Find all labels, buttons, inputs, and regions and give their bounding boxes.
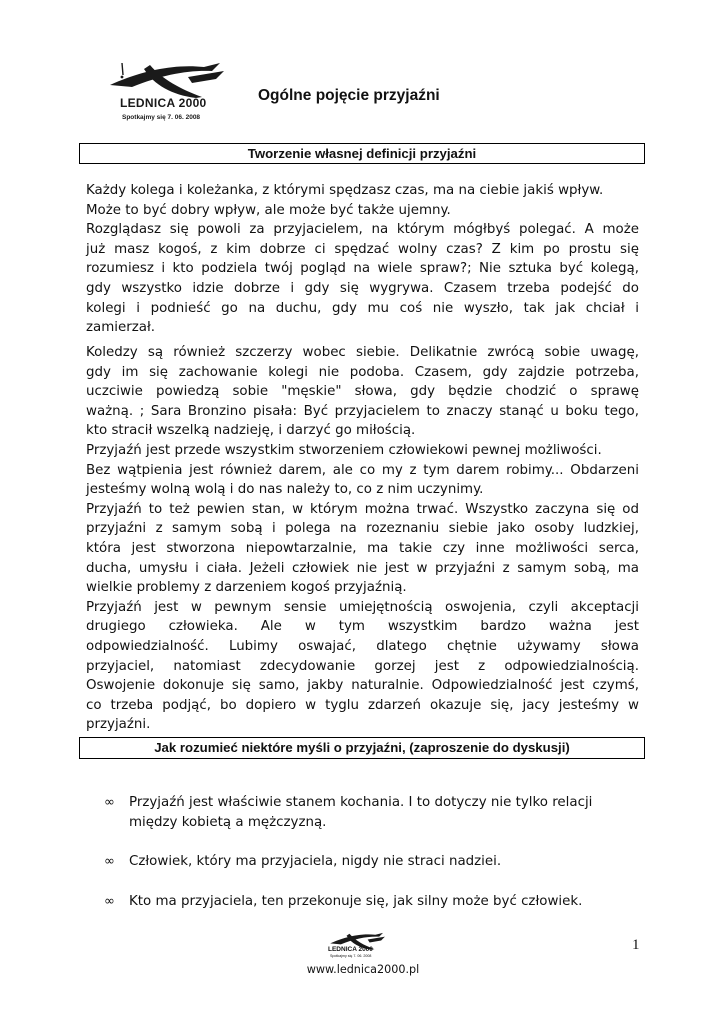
text-line: przyjaciel, natomiast zdecydowanie gorzej jest z odpowiedzialnością. [86,658,639,674]
text-line: Bez wątpienia jest również darem, ale co my z tym darem robimy... Obdarzeni [86,462,639,478]
text-line: rozumiesz i kto podziela twój pogląd na wiele spraw?; Nie sztuka być kolegą, [86,261,639,277]
infinity-bullet-icon: ∞ [104,854,115,870]
infinity-bullet-icon: ∞ [104,795,115,810]
bullet-item [104,793,644,832]
bullet-text: Przyjaźń jest właściwie stanem kochania. I to dotyczy nie tylko relacji [129,795,593,810]
section-heading-discussion: Jak rozumieć niektóre myśli o przyjaźni, (zaproszenie do dyskusji) [79,737,645,759]
text-line: wielkie problemy z darzeniem kogoś przyjaźnią. [86,580,407,596]
bullet-text: między kobietą a mężczyzną. [129,814,327,830]
text-line: już masz kogoś, z kim dobrze ci spędzać wolny czas? Z kim po prostu się [86,241,639,257]
text-line: odpowiedzialność. Lubimy oswajać, dlatego chętnie używamy słowa [86,638,639,654]
bullet-item [104,892,644,912]
section-heading-definition: Tworzenie własnej definicji przyjaźni [79,143,645,164]
logo-subtitle: Spotkajmy się 7. 06. 2008 [122,114,201,121]
text-line: przyjaźni z samym sobą i polega na rozeznaniu siebie jako osoby ludzkiej, [86,521,639,537]
text-line: gdy im się zachowanie kolegi nie podoba. Czasem, gdy zajdzie potrzeba, [86,364,639,380]
text-line: kto stracił wszelką nadzieję, i darzyć go miłością. [86,423,416,439]
text-line: Przyjaźń to też pewien stan, w którym można trwać. Wszystko zaczyna się od [86,501,639,517]
text-line: która jest stworzona niepowtarzalnie, ma takie czy inne możliwości serca, [86,540,639,556]
paragraph-main [86,343,639,735]
text-line: uczciwie powiedzą sobie "męskie" słowa, gdy będzie chodzić o sprawę [86,384,639,400]
infinity-bullet-icon: ∞ [104,893,115,909]
page-number: 1 [632,937,640,953]
text-line: Może to być dobry wpływ, ale może być także ujemny. [86,202,451,218]
footer-logo-name: LEDNICA 2000 [328,946,373,953]
text-line: co trzeba podjąć, bo dopiero w tyglu zdarzeń okazuje się, jacy jesteśmy w [86,697,639,713]
website-link[interactable]: www.lednica2000.pl [306,963,420,976]
text-line: gdy wszystko idzie dobrze i gdy się wygrywa. Czasem trzeba podejść do [86,280,639,296]
paragraph-intro [86,181,639,338]
footer-logo-subtitle: Spotkajmy się 7. 06. 2008 [330,954,372,958]
text-line: ducha, umysłu i ciała. Jeżeli człowiek nie jest w przyjaźni z samym sobą, ma [86,560,639,576]
bullet-text: Człowiek, który ma przyjaciela, nigdy nie straci nadziei. [129,854,502,870]
text-line: Rozglądasz się powoli za przyjacielem, na którym mógłbyś polegać. A może [86,222,639,238]
text-line: kolegi i podnieść go na duchu, gdy mu coś nie wyszło, tak jak chciał i [86,300,639,316]
text-line: Każdy kolega i koleżanka, z którymi spędzasz czas, ma na ciebie jakiś wpływ. [86,183,604,198]
text-line: Oswojenie dokonuje się samo, jakby naturalnie. Odpowiedzialność jest czymś, [86,678,639,694]
bullet-list [104,793,644,931]
bullet-item [104,852,644,872]
text-line: przyjaźni. [86,717,151,733]
bullet-text: Kto ma przyjaciela, ten przekonuje się, jak silny może być człowiek. [129,893,583,909]
text-line: jesteśmy wolną wolą i do nas należy to, co z nim uczynimy. [86,482,484,498]
text-line: Przyjaźń jest w pewnym sensie umiejętnością oswojenia, czyli akceptacji [86,599,639,615]
text-line: Przyjaźń jest przede wszystkim stworzeniem człowiekowi pewnej możliwości. [86,442,602,458]
lednica-logo [92,55,252,133]
document-title: Ogólne pojęcie przyjaźni [258,87,440,104]
footer-logo [320,929,400,965]
text-line: Koledzy są również szczerzy wobec siebie. Delikatnie zwrócą sobie uwagę, [86,345,639,360]
text-line: ważną. ; Sara Bronzino pisała: Być przyjacielem to znaczy stanąć u boku tego, [86,403,639,419]
logo-name: LEDNICA 2000 [120,96,207,110]
text-line: zamierzał. [86,320,156,336]
text-line: drugiego człowieka. Ale w tym wszystkim bardzo ważna jest [86,619,639,635]
